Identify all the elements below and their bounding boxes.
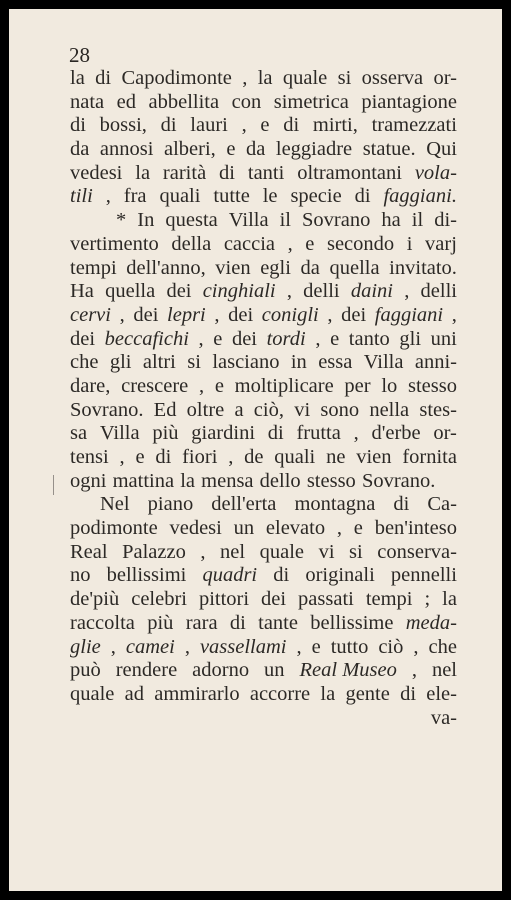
word: piantagione: [361, 90, 457, 113]
word: bellissimi: [106, 564, 187, 587]
word: Ha: [70, 280, 94, 303]
word: fornita: [402, 446, 457, 468]
text-line: [70, 470, 457, 494]
word: conigli: [261, 303, 319, 326]
word: lauri: [190, 114, 228, 137]
word: nel: [220, 540, 246, 563]
word: nata: [70, 90, 105, 113]
word: dell'anno,: [126, 256, 206, 279]
text-line: [70, 185, 457, 209]
word: da: [300, 256, 320, 279]
word: caccia: [223, 232, 276, 255]
word: cinghiali: [202, 280, 276, 303]
text-line: [70, 517, 457, 541]
word: Villa: [99, 422, 140, 445]
word: lasciano: [212, 351, 280, 374]
word: ne: [326, 446, 346, 468]
word: giardini: [191, 422, 256, 445]
text-line: [70, 162, 457, 186]
word: nel: [431, 659, 457, 682]
word: più: [147, 611, 174, 634]
word: che: [428, 635, 457, 658]
word: lepri: [167, 303, 206, 326]
word: di: [273, 564, 290, 587]
word: celebri: [131, 588, 187, 611]
word: ele-: [426, 682, 457, 705]
word: le: [262, 185, 278, 208]
word: di: [267, 422, 284, 445]
word: fra: [123, 185, 147, 208]
word: ,: [119, 446, 125, 468]
word: quella: [105, 280, 156, 303]
text-line: [70, 399, 457, 423]
word: Capodimonte: [121, 67, 232, 89]
word: faggiani.: [383, 185, 457, 208]
word: mattina: [112, 469, 175, 492]
word: quale: [259, 540, 305, 563]
word: ,: [198, 327, 204, 350]
word: ,: [214, 303, 220, 326]
word: vertimento: [70, 232, 159, 255]
word: stesso: [408, 374, 457, 397]
word: ;: [424, 588, 431, 611]
text-line: [70, 280, 457, 304]
word: con: [231, 90, 262, 113]
word: della: [171, 232, 212, 255]
word: dei: [70, 327, 96, 350]
word: simetrica: [273, 90, 349, 113]
text-line: [70, 138, 457, 162]
word: ,: [105, 185, 111, 208]
word: ad: [124, 682, 144, 705]
word: glie: [70, 635, 101, 658]
word: beccafichi: [104, 327, 189, 350]
word: mirti,: [312, 114, 358, 137]
word: si: [349, 540, 363, 563]
word: or-: [433, 422, 457, 445]
word: vedesi: [70, 161, 123, 184]
word: quali: [274, 446, 316, 468]
word: nella: [369, 398, 410, 421]
word: e: [305, 232, 315, 255]
word: di: [155, 446, 172, 468]
word: accorre: [249, 682, 311, 705]
word: tempi: [70, 256, 117, 279]
word: ,: [198, 374, 205, 397]
word: In: [137, 209, 155, 232]
word: cervi: [70, 303, 111, 326]
word: ,: [411, 659, 417, 682]
word: ,: [110, 635, 116, 658]
word: da: [70, 138, 90, 161]
catchword-line: [70, 707, 457, 731]
word: varj: [425, 232, 457, 255]
word: ,: [413, 635, 419, 658]
word: tutto: [330, 635, 369, 658]
word: annosi: [99, 138, 154, 161]
word: alberi,: [163, 138, 216, 161]
word: quali: [159, 185, 201, 208]
word: lo: [381, 374, 398, 397]
word: ciò,: [253, 398, 284, 421]
word: originali: [305, 564, 375, 587]
word: abbellita: [148, 90, 220, 113]
word: ben'inteso: [374, 517, 457, 540]
word: fiori: [182, 446, 218, 468]
text-line: [70, 209, 457, 233]
word: *: [116, 209, 127, 232]
word: che: [70, 351, 99, 374]
page-number: 28: [69, 43, 90, 67]
word: rendere: [115, 659, 178, 682]
word: Real: [70, 540, 108, 563]
word: oltramontani: [297, 161, 402, 184]
word: vi: [294, 398, 311, 421]
word: dello: [259, 469, 301, 492]
word: faggiani: [374, 303, 444, 326]
word: or-: [433, 67, 457, 89]
word: vi: [318, 540, 335, 563]
text-line: [70, 114, 457, 138]
word: invitato.: [389, 256, 457, 279]
word: va-: [430, 706, 457, 729]
word: bossi,: [99, 114, 147, 137]
word: ogni: [70, 469, 107, 492]
word: passati: [298, 588, 354, 611]
word: rarità: [162, 161, 207, 184]
text-line: [70, 375, 457, 399]
word: delli: [420, 280, 457, 303]
word: ,: [242, 67, 248, 89]
word: Ca-: [427, 493, 457, 516]
word: no: [70, 564, 91, 587]
word: di: [393, 493, 410, 516]
word: e: [214, 374, 224, 397]
word: Real Museo: [299, 659, 397, 682]
word: tramezzati: [371, 114, 457, 137]
word: stes-: [419, 398, 457, 421]
text-line: [70, 422, 457, 446]
word: rara: [185, 611, 218, 634]
word: di-: [434, 209, 457, 232]
word: tempi: [365, 588, 413, 611]
word: dei: [228, 303, 254, 326]
word: Sovrano.: [70, 398, 144, 421]
word: gli: [109, 351, 132, 374]
word: statue.: [362, 138, 416, 161]
word: e: [213, 327, 223, 350]
word: e: [353, 517, 363, 540]
word: e: [226, 138, 236, 161]
word: la: [70, 67, 85, 89]
word: un: [264, 659, 285, 682]
word: ,: [451, 303, 457, 326]
word: tensi: [70, 446, 109, 468]
word: ,: [404, 280, 410, 303]
word: dare,: [70, 374, 111, 397]
word: camei: [125, 635, 175, 658]
word: sono: [320, 398, 360, 421]
word: daini: [350, 280, 393, 303]
word: Villa: [228, 209, 269, 232]
word: de'più: [70, 588, 120, 611]
word: frutta: [296, 422, 341, 445]
word: si: [187, 351, 201, 374]
word: ed: [116, 90, 137, 113]
word: e: [135, 446, 145, 468]
word: vassellami: [199, 635, 287, 658]
word: la: [257, 67, 273, 89]
word: moltiplicare: [234, 374, 334, 397]
word: quella: [329, 256, 380, 279]
word: altri: [142, 351, 176, 374]
text-line: [70, 233, 457, 257]
word: dei: [261, 588, 287, 611]
word: ,: [241, 114, 247, 137]
word: piano: [147, 493, 194, 516]
text-line: [70, 257, 457, 281]
word: essa: [318, 351, 353, 374]
word: e: [260, 114, 270, 137]
word: tanti: [247, 161, 285, 184]
word: egli: [260, 256, 291, 279]
word: ,: [315, 327, 321, 350]
word: questa: [165, 209, 218, 232]
text-line: [70, 493, 457, 517]
word: quale: [282, 67, 328, 89]
word: ,: [336, 517, 343, 540]
word: la: [320, 682, 336, 705]
word: raccolta: [70, 611, 135, 634]
word: montagna: [294, 493, 376, 516]
body-text: [70, 67, 457, 730]
word: gli: [399, 327, 422, 350]
word: vola-: [414, 161, 457, 184]
word: pittori: [198, 588, 250, 611]
word: e: [330, 327, 340, 350]
word: Ed: [153, 398, 177, 421]
word: la: [135, 161, 151, 184]
word: ,: [184, 635, 190, 658]
word: di: [70, 114, 86, 137]
word: da: [245, 138, 266, 161]
word: gente: [345, 682, 390, 705]
word: uni: [430, 327, 457, 350]
text-line: [70, 541, 457, 565]
word: pennelli: [390, 564, 457, 587]
word: e: [311, 635, 321, 658]
word: di: [283, 114, 300, 137]
word: quale: [70, 682, 115, 705]
word: vien: [215, 256, 251, 279]
word: vedesi: [169, 517, 222, 540]
word: de: [244, 446, 264, 468]
text-line: [70, 588, 457, 612]
word: di: [229, 611, 246, 634]
word: d'erbe: [371, 422, 421, 445]
book-page: [9, 9, 502, 891]
text-line: [70, 683, 457, 707]
word: ,: [287, 232, 293, 255]
word: anni-: [414, 351, 457, 374]
word: osserva: [361, 67, 424, 89]
word: secondo: [326, 232, 395, 255]
word: ,: [200, 540, 206, 563]
word: mensa: [201, 469, 254, 492]
text-line: [70, 304, 457, 328]
word: ,: [296, 635, 302, 658]
word: il: [279, 209, 291, 232]
word: crescere: [121, 374, 189, 397]
word: specie: [290, 185, 342, 208]
word: tutte: [213, 185, 250, 208]
word: leggiadre: [275, 138, 353, 161]
word: si: [337, 67, 352, 89]
word: può: [70, 659, 101, 682]
word: meda-: [405, 611, 457, 634]
word: più: [152, 422, 179, 445]
word: tante: [258, 611, 298, 634]
word: delli: [303, 280, 340, 303]
word: la: [442, 588, 457, 611]
word: stesso: [306, 469, 356, 492]
word: di: [400, 682, 417, 705]
text-line: [70, 612, 457, 636]
word: Palazzo: [122, 540, 186, 563]
word: di: [219, 161, 235, 184]
word: ha: [381, 209, 401, 232]
word: ammirarlo: [154, 682, 240, 705]
word: quadri: [202, 564, 258, 587]
word: elevato: [265, 517, 326, 540]
word: il: [411, 209, 424, 232]
word: un: [233, 517, 255, 540]
text-line: [70, 91, 457, 115]
margin-mark: [53, 475, 54, 495]
word: dei: [166, 280, 192, 303]
word: la: [180, 469, 196, 492]
word: ciò: [378, 635, 404, 658]
word: di: [354, 185, 371, 208]
text-line: [70, 446, 457, 470]
word: dell'erta: [211, 493, 277, 516]
word: ,: [228, 446, 234, 468]
word: Sovrano.: [361, 469, 436, 492]
word: Villa: [363, 351, 404, 374]
text-line: [70, 659, 457, 683]
word: conserva-: [377, 540, 457, 563]
word: per: [344, 374, 371, 397]
word: Nel: [100, 493, 130, 516]
word: tili: [70, 185, 93, 208]
word: ,: [286, 280, 292, 303]
word: tanto: [348, 327, 390, 350]
word: a: [234, 398, 244, 421]
word: tordi: [266, 327, 306, 350]
word: ,: [119, 303, 125, 326]
text-line: [70, 564, 457, 588]
word: podimonte: [70, 517, 158, 540]
word: dei: [133, 303, 159, 326]
text-line: [70, 67, 457, 91]
word: dei: [341, 303, 367, 326]
word: Qui: [426, 138, 457, 161]
word: sa: [70, 422, 88, 445]
text-line: [70, 351, 457, 375]
word: di: [160, 114, 177, 137]
word: adorno: [192, 659, 250, 682]
word: dei: [231, 327, 257, 350]
word: ,: [353, 422, 359, 445]
word: i: [406, 232, 413, 255]
word: di: [95, 67, 112, 89]
word: vien: [356, 446, 392, 468]
word: ,: [327, 303, 333, 326]
text-line: [70, 328, 457, 352]
word: bellissime: [310, 611, 394, 634]
word: oltre: [186, 398, 225, 421]
text-line: [70, 636, 457, 660]
word: in: [290, 351, 307, 374]
word: Sovrano: [302, 209, 371, 232]
